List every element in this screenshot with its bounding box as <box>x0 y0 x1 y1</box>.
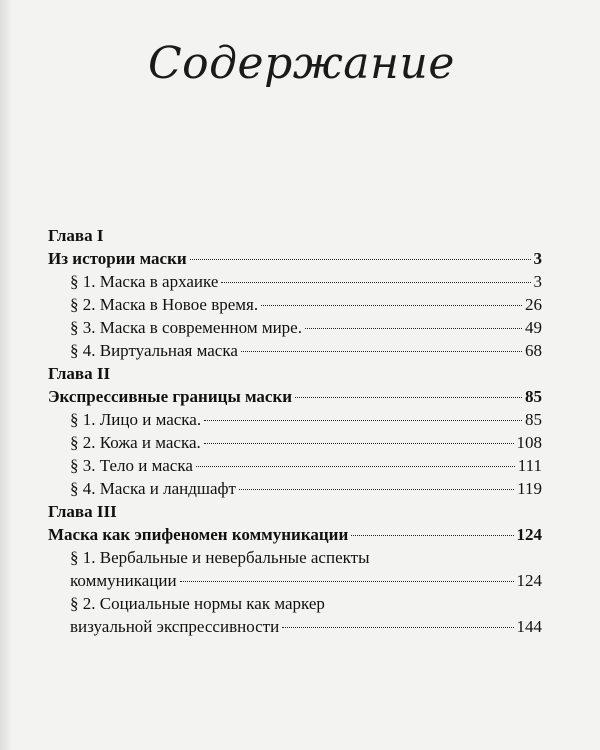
toc-section-label: § 1. Маска в архаике <box>70 272 219 291</box>
toc-section[interactable] <box>48 293 542 316</box>
toc-page-number: 85 <box>525 387 542 406</box>
toc-section[interactable] <box>48 431 542 454</box>
page-edge-shadow <box>0 0 12 750</box>
toc-section[interactable] <box>48 615 542 638</box>
toc-page-number: 108 <box>516 433 542 452</box>
toc-page-number: 68 <box>525 341 542 360</box>
toc-part-label: Маска как эпифеномен коммуникации <box>48 525 349 544</box>
toc-section-label: § 3. Маска в современном мире. <box>70 318 302 337</box>
dot-leader <box>261 305 522 306</box>
page-title: Содержание <box>148 38 455 89</box>
toc-page-number: 3 <box>533 272 542 291</box>
dot-leader <box>241 351 522 352</box>
toc-section-title-line[interactable]: § 1. Вербальные и невербальные аспекты <box>70 548 370 567</box>
toc-section[interactable] <box>48 454 542 477</box>
dot-leader <box>180 581 514 582</box>
dot-leader <box>351 535 513 536</box>
toc-part-label: Из истории маски <box>48 249 187 268</box>
dot-leader <box>204 443 514 444</box>
toc-section-label: § 2. Маска в Новое время. <box>70 295 259 314</box>
toc-section-label: визуальной экспрессивности <box>70 617 280 636</box>
toc-page-number: 111 <box>517 456 542 475</box>
toc-section-title-line[interactable]: § 2. Социальные нормы как маркер <box>70 594 325 613</box>
toc-part-3[interactable] <box>48 523 542 546</box>
toc-section-label: § 2. Кожа и маска. <box>70 433 201 452</box>
toc-section[interactable] <box>48 316 542 339</box>
dot-leader <box>221 282 530 283</box>
toc-section[interactable] <box>48 408 542 431</box>
toc-page-number: 144 <box>516 617 542 636</box>
toc-page-number: 119 <box>517 479 542 498</box>
dot-leader <box>204 420 522 421</box>
toc-section[interactable] <box>48 477 542 500</box>
toc-section[interactable] <box>48 339 542 362</box>
toc-section-label: коммуникации <box>70 571 177 590</box>
toc-part-1[interactable] <box>48 247 542 270</box>
dot-leader <box>295 397 522 398</box>
dot-leader <box>239 489 514 490</box>
dot-leader <box>196 466 515 467</box>
toc-section[interactable] <box>48 270 542 293</box>
toc-page-number: 85 <box>525 410 542 429</box>
dot-leader <box>305 328 522 329</box>
toc-page-number: 49 <box>525 318 542 337</box>
toc-page-number: 124 <box>516 571 542 590</box>
toc-section-label: § 4. Виртуальная маска <box>70 341 238 360</box>
toc-section-label: § 4. Маска и ландшафт <box>70 479 236 498</box>
toc-page-number: 3 <box>533 249 542 268</box>
toc-part-label: Экспрессивные границы маски <box>48 387 293 406</box>
table-of-contents <box>48 224 542 638</box>
toc-section-label: § 3. Тело и маска <box>70 456 193 475</box>
dot-leader <box>282 627 513 628</box>
chapter-heading-1: Глава I <box>48 226 104 245</box>
dot-leader <box>190 259 531 260</box>
chapter-heading-2: Глава II <box>48 364 111 383</box>
toc-page-number: 26 <box>525 295 542 314</box>
toc-section[interactable] <box>48 569 542 592</box>
toc-section-label: § 1. Лицо и маска. <box>70 410 202 429</box>
toc-page-number: 124 <box>516 525 542 544</box>
toc-part-2[interactable] <box>48 385 542 408</box>
chapter-heading-3: Глава III <box>48 502 117 521</box>
